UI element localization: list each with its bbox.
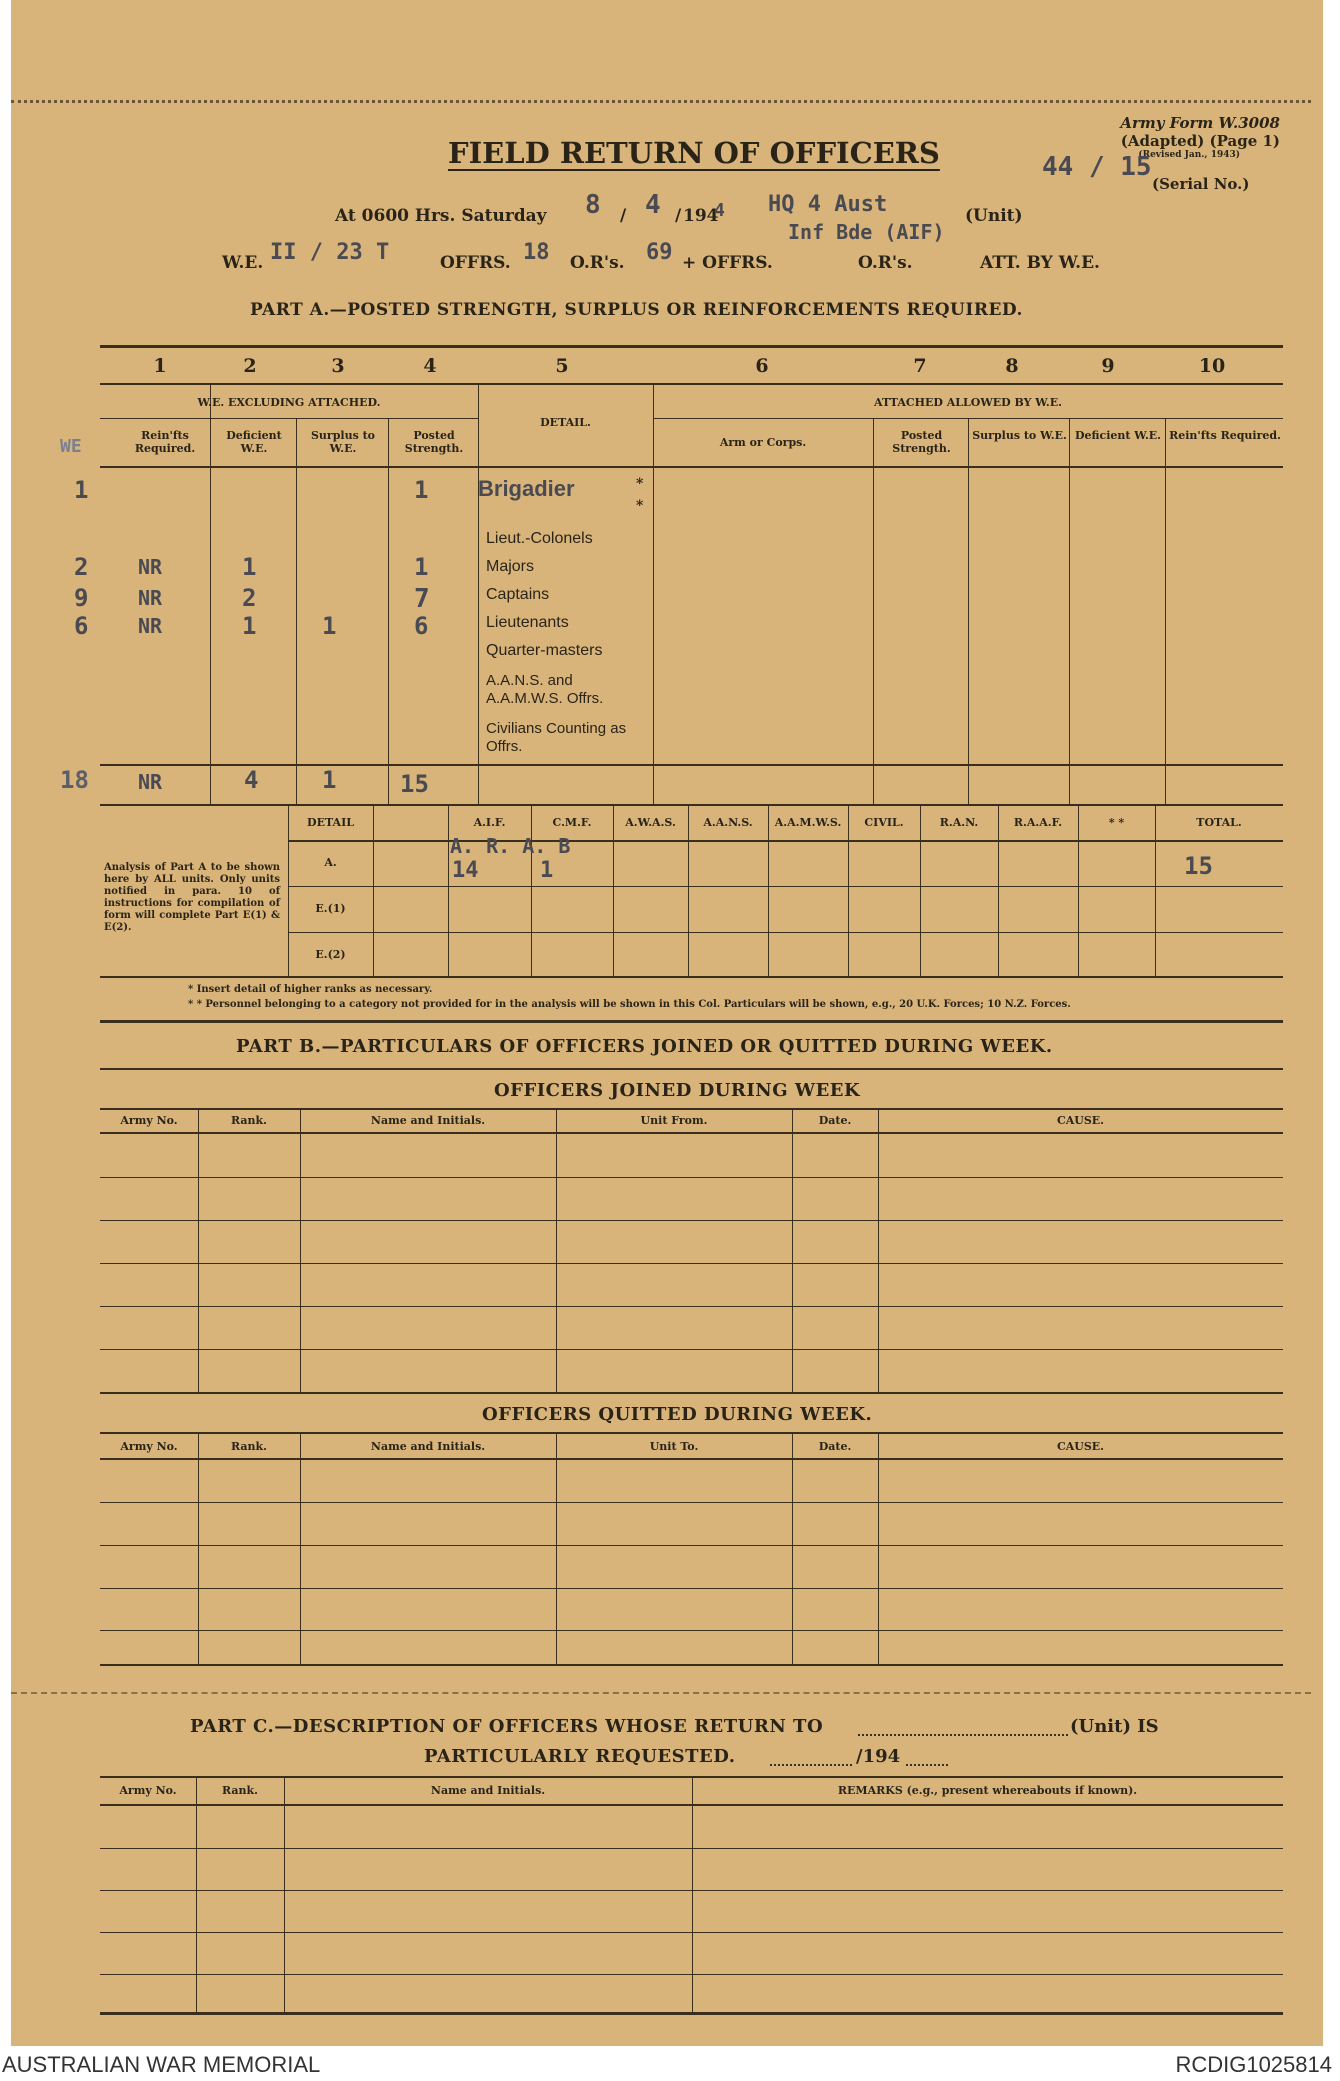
row-captains-rein: NR: [138, 586, 163, 610]
analysis-total: 15: [1184, 852, 1213, 880]
part-a-vline-6: [873, 418, 874, 804]
part-a-header-rule: [100, 466, 1283, 468]
quitted-row-1: [100, 1502, 1283, 1503]
part-c-vline-1: [196, 1776, 197, 2012]
col-num-7: 7: [913, 355, 927, 377]
ors-label: O.R's.: [570, 253, 625, 273]
part-c-h-name: Name and Initials.: [430, 1784, 546, 1797]
analysis-h-cmf: C.M.F.: [552, 816, 592, 829]
detail-captains: Captains: [486, 586, 550, 603]
row-lieutenants-posted: 6: [414, 612, 429, 640]
total-we: 18: [60, 766, 89, 794]
analysis-vline-5: [688, 804, 689, 976]
footnote-2: * * Personnel belonging to a category not provided for in the analysis will be shown in this Col. Particulars will be shown, e.g., 20 U.K. Forces; 10 N.Z. Forces.: [188, 999, 1071, 1010]
we-excluding-header: W.E. EXCLUDING ATTACHED.: [197, 396, 381, 409]
joined-row-2: [100, 1220, 1283, 1221]
col-num-1: 1: [153, 355, 167, 377]
part-b-title: PART B.—PARTICULARS OF OFFICERS JOINED OR QUITTED DURING WEEK.: [236, 1036, 1053, 1057]
part-c-h-rank: Rank.: [222, 1784, 258, 1797]
joined-h-cause: CAUSE.: [1056, 1114, 1105, 1127]
quitted-vline-4: [792, 1432, 793, 1664]
att-label: ATT. BY W.E.: [980, 253, 1100, 273]
col-rein-right: Rein'fts Required.: [1169, 429, 1281, 442]
detail-majors: Majors: [486, 558, 535, 575]
date-year-suffix: 4: [714, 200, 725, 221]
part-a-vline-4: [478, 383, 479, 804]
detail-asterisk-2: *: [636, 498, 644, 514]
analysis-vline-11: [1155, 804, 1156, 976]
joined-h-name: Name and Initials.: [370, 1114, 486, 1127]
joined-row-5: [100, 1349, 1283, 1350]
part-a-vline-8: [1069, 418, 1070, 804]
detail-qm: Quarter-masters: [486, 642, 603, 659]
quitted-h-date: Date.: [818, 1440, 852, 1453]
detail-civilians: Civilians Counting as Offrs.: [486, 720, 627, 755]
analysis-vline-6: [768, 804, 769, 976]
analysis-row-rule-1: [288, 886, 1283, 887]
row-captains-def: 2: [242, 584, 257, 612]
quitted-row-2: [100, 1545, 1283, 1546]
date-year-prefix: 194: [683, 206, 719, 226]
quitted-top-rule: [100, 1432, 1283, 1434]
analysis-vline-4: [613, 804, 614, 976]
attached-header: ATTACHED ALLOWED BY W.E.: [874, 396, 1062, 409]
part-a-vline-3: [388, 418, 389, 804]
part-c-date-dots: [770, 1764, 852, 1766]
analysis-h-awas: A.W.A.S.: [625, 816, 676, 829]
row-captains-we: 9: [74, 584, 89, 612]
plus-ors-label: O.R's.: [858, 253, 913, 273]
col-num-2: 2: [243, 355, 257, 377]
form-line-1: Army Form W.3008: [1120, 114, 1280, 132]
we-margin-label: WE: [60, 436, 82, 457]
detail-header: DETAIL.: [540, 416, 591, 429]
row-majors-we: 2: [74, 553, 89, 581]
joined-title: OFFICERS JOINED DURING WEEK: [494, 1080, 861, 1101]
part-a-total-rule: [100, 764, 1283, 766]
joined-bottom-rule: [100, 1392, 1283, 1394]
part-a-title: PART A.—POSTED STRENGTH, SURPLUS OR REINFORCEMENTS REQUIRED.: [250, 300, 1023, 320]
part-c-title: PART C.—DESCRIPTION OF OFFICERS WHOSE RETURN TO: [190, 1716, 824, 1737]
joined-vline-1: [198, 1108, 199, 1392]
analysis-h-total: TOTAL.: [1196, 816, 1242, 829]
serial-value: 44 / 15: [1042, 152, 1152, 182]
analysis-vline-7: [848, 804, 849, 976]
analysis-h-detail: DETAIL: [307, 816, 354, 829]
part-c-vline-2: [284, 1776, 285, 2012]
joined-vline-4: [792, 1108, 793, 1392]
row-lieutenants-we: 6: [74, 612, 89, 640]
part-c-h-armyno: Army No.: [119, 1784, 177, 1797]
quitted-h-unit: Unit To.: [649, 1440, 699, 1453]
offrs-label: OFFRS.: [440, 253, 511, 273]
plus-offrs-label: + OFFRS.: [682, 253, 773, 273]
total-rein: NR: [138, 770, 163, 794]
part-a-vline-7: [968, 418, 969, 804]
part-c-h-remarks: REMARKS (e.g., present whereabouts if known).: [837, 1784, 1138, 1797]
col-num-5: 5: [555, 355, 569, 377]
unit-label: (Unit): [965, 206, 1023, 226]
analysis-row-e1: E.(1): [315, 902, 346, 915]
footnote-1: * Insert detail of higher ranks as necessary.: [188, 984, 433, 995]
we-label: W.E.: [222, 253, 264, 273]
analysis-typed-top: A. R. A. B: [450, 834, 571, 858]
col-num-9: 9: [1101, 355, 1115, 377]
quitted-vline-1: [198, 1432, 199, 1664]
detail-asterisk-1: *: [636, 476, 644, 492]
total-def: 4: [244, 766, 259, 794]
perforation-bottom: [11, 1692, 1311, 1694]
quitted-vline-3: [556, 1432, 557, 1664]
part-c-dotted-unit: [858, 1734, 1068, 1736]
joined-h-armyno: Army No.: [120, 1114, 178, 1127]
quitted-h-name: Name and Initials.: [370, 1440, 486, 1453]
col-num-8: 8: [1005, 355, 1019, 377]
analysis-h-aif: A.I.F.: [473, 816, 506, 829]
joined-h-unit: Unit From.: [640, 1114, 708, 1127]
we-value: II / 23 T: [270, 240, 390, 265]
quitted-row-4: [100, 1630, 1283, 1631]
joined-row-1: [100, 1177, 1283, 1178]
quitted-h-armyno: Army No.: [120, 1440, 178, 1453]
analysis-note: Analysis of Part A to be shown here by ALL units. Only units notified in para. 10 of instructions for compilation of form will complete Part E(1) & E(2).: [104, 862, 280, 933]
joined-vline-3: [556, 1108, 557, 1392]
col-arm-corps: Arm or Corps.: [719, 436, 807, 449]
analysis-vline-8: [920, 804, 921, 976]
quitted-h-rank: Rank.: [231, 1440, 267, 1453]
date-slash-1: /: [620, 206, 627, 226]
analysis-vline-9: [998, 804, 999, 976]
total-surplus: 1: [322, 766, 337, 794]
row-brigadier-posted: 1: [414, 476, 429, 504]
form-line-2: (Adapted) (Page 1): [1120, 132, 1280, 150]
quitted-title: OFFICERS QUITTED DURING WEEK.: [482, 1404, 873, 1425]
row-majors-rein: NR: [138, 555, 163, 579]
analysis-h-raaf: R.A.A.F.: [1013, 816, 1063, 829]
analysis-h-civil: CIVIL.: [864, 816, 904, 829]
joined-header-rule: [100, 1132, 1283, 1134]
quitted-h-cause: CAUSE.: [1056, 1440, 1105, 1453]
page-title: FIELD RETURN OF OFFICERS: [448, 136, 940, 170]
joined-h-rank: Rank.: [231, 1114, 267, 1127]
offrs-value: 18: [523, 240, 550, 265]
at-label: At 0600 Hrs. Saturday: [335, 206, 547, 226]
col-num-10: 10: [1198, 355, 1226, 377]
quitted-bottom-rule: [100, 1664, 1283, 1666]
part-a-bottom-rule: [100, 804, 1283, 806]
col-num-4: 4: [423, 355, 437, 377]
joined-h-date: Date.: [818, 1114, 852, 1127]
part-c-unit-is: (Unit) IS: [1070, 1716, 1159, 1737]
detail-lt-colonels: Lieut.-Colonels: [486, 530, 593, 547]
perforation-top: [11, 100, 1311, 103]
total-posted: 15: [400, 770, 429, 798]
analysis-h-aans: A.A.N.S.: [703, 816, 753, 829]
part-a-vline-1: [210, 383, 211, 804]
part-c-line2: PARTICULARLY REQUESTED.: [424, 1746, 736, 1767]
quitted-vline-2: [300, 1432, 301, 1664]
col-surplus-right: Surplus to W.E.: [972, 429, 1067, 442]
row-majors-def: 1: [242, 553, 257, 581]
row-lieutenants-surplus: 1: [322, 612, 337, 640]
part-c-vline-3: [692, 1776, 693, 2012]
date-day: 8: [585, 190, 601, 220]
footer-left: AUSTRALIAN WAR MEMORIAL: [2, 2052, 321, 2077]
joined-vline-5: [878, 1108, 879, 1392]
part-c-date-dots-2: [906, 1764, 948, 1766]
joined-row-3: [100, 1263, 1283, 1264]
ors-value: 69: [646, 240, 673, 265]
analysis-bottom-rule: [100, 976, 1283, 978]
part-b-rule: [100, 1068, 1283, 1070]
row-lieutenants-rein: NR: [138, 614, 163, 638]
serial-label: (Serial No.): [1152, 175, 1250, 193]
analysis-vline-1: [373, 804, 374, 976]
part-c-bottom-rule: [100, 2012, 1283, 2015]
unit-typed-2: Inf Bde (AIF): [788, 220, 945, 244]
part-a-vline-2: [296, 418, 297, 804]
analysis-row-e2: E.(2): [315, 948, 346, 961]
joined-row-4: [100, 1306, 1283, 1307]
detail-lieutenants: Lieutenants: [486, 614, 569, 631]
date-month: 4: [645, 190, 661, 220]
part-c-date-tail: /194: [856, 1746, 901, 1767]
col-posted-right: Posted Strength.: [892, 429, 951, 455]
quitted-vline-5: [878, 1432, 879, 1664]
joined-vline-2: [300, 1108, 301, 1392]
part-a-vline-9: [1165, 418, 1166, 804]
part-a-subheader-rule-left: [100, 418, 478, 419]
row-lieutenants-def: 1: [242, 612, 257, 640]
col-num-3: 3: [331, 355, 345, 377]
analysis-cmf: 1: [540, 858, 554, 883]
analysis-h-aamws: A.A.M.W.S.: [774, 816, 842, 829]
quitted-row-3: [100, 1588, 1283, 1589]
analysis-header-rule: [288, 840, 1283, 842]
col-num-6: 6: [755, 355, 769, 377]
unit-typed-1: HQ 4 Aust: [768, 192, 888, 217]
detail-brigadier: Brigadier: [478, 476, 575, 501]
col-def-right: Deficient W.E.: [1074, 429, 1161, 442]
part-a-colnum-rule: [100, 383, 1283, 385]
col-def-left: Deficient W.E.: [226, 429, 282, 455]
quitted-header-rule: [100, 1458, 1283, 1460]
part-a-top-rule: [100, 345, 1283, 348]
analysis-h-ran: R.A.N.: [939, 816, 979, 829]
col-surplus-left: Surplus to W.E.: [310, 429, 376, 455]
joined-top-rule: [100, 1108, 1283, 1110]
date-slash-2: /: [675, 206, 682, 226]
col-posted-left: Posted Strength.: [404, 429, 464, 455]
col-rein-left: Rein'fts Required.: [134, 429, 196, 455]
row-majors-posted: 1: [414, 553, 429, 581]
analysis-h-other: * *: [1108, 816, 1125, 829]
analysis-vline-2: [448, 804, 449, 976]
analysis-vline-10: [1078, 804, 1079, 976]
form-line-3: (Revised Jan., 1943): [1138, 150, 1240, 160]
analysis-row-rule-2: [288, 932, 1283, 933]
row-brigadier-we: 1: [74, 476, 89, 504]
analysis-vline-3: [531, 804, 532, 976]
analysis-aif: 14: [452, 858, 479, 883]
part-a-end-rule: [100, 1020, 1283, 1023]
footer-right: RCDIG1025814: [1175, 2052, 1332, 2077]
analysis-row-a: A.: [324, 856, 337, 869]
detail-aans: A.A.N.S. and A.A.M.W.S. Offrs.: [486, 672, 604, 707]
row-captains-posted: 7: [414, 584, 430, 614]
